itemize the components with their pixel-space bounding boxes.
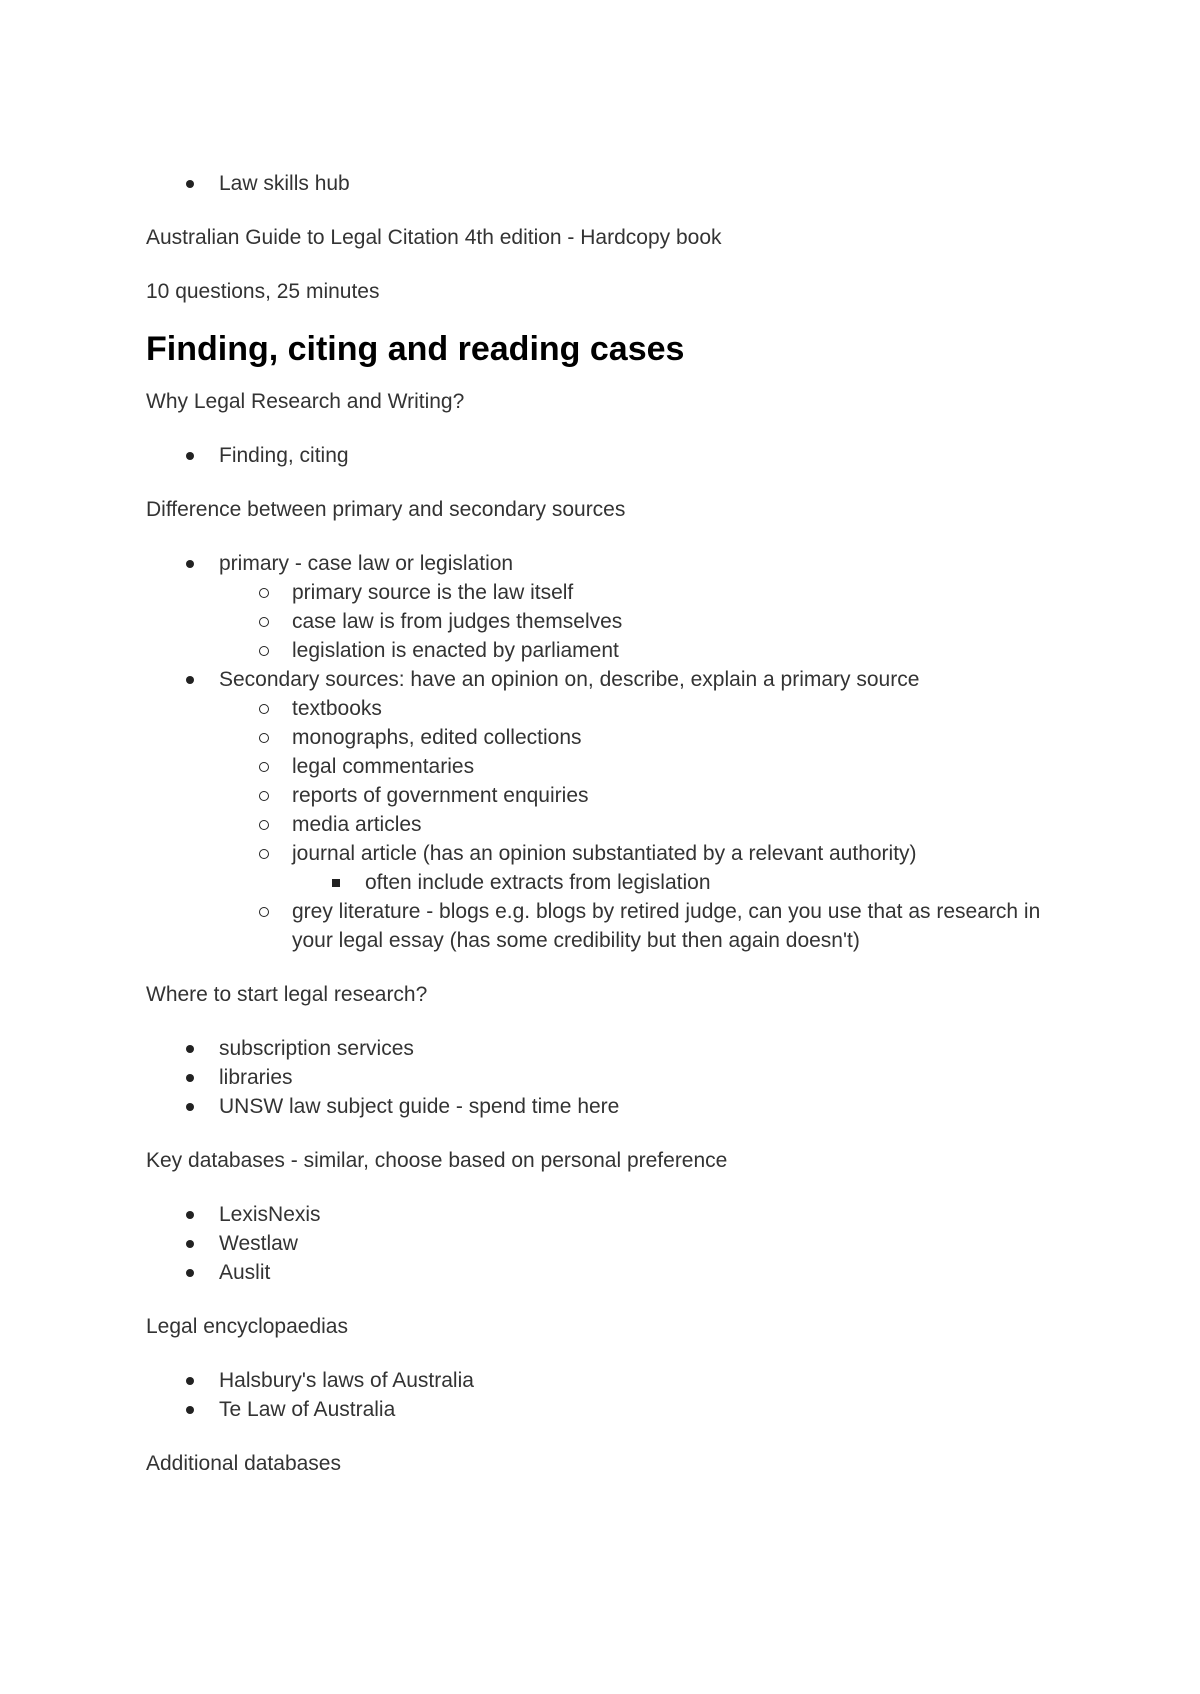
sub-sub-list [292, 868, 1046, 897]
list-item: Halsbury's laws of Australia [146, 1366, 1046, 1395]
list-item: monographs, edited collections [219, 723, 1046, 752]
list-item: primary - case law or legislation primary source is the law itself case law is from judges themselves legislation is enacted by parliament [146, 549, 1046, 665]
list-item: legal commentaries [219, 752, 1046, 781]
bullet-disc-icon [186, 441, 194, 470]
list-item: libraries [146, 1063, 1046, 1092]
paragraph: Australian Guide to Legal Citation 4th edition - Hardcopy book [146, 226, 722, 249]
bullet-circle-icon [259, 723, 269, 752]
bullet-list [146, 1366, 1046, 1424]
bullet-circle-icon [259, 607, 269, 636]
bullet-circle-icon [259, 781, 269, 810]
list-item: subscription services [146, 1034, 1046, 1063]
bullet-disc-icon [186, 1229, 194, 1258]
list-item: Westlaw [146, 1229, 1046, 1258]
paragraph: Legal encyclopaedias [146, 1315, 348, 1338]
paragraph: Difference between primary and secondary sources [146, 498, 626, 521]
list-item: LexisNexis [146, 1200, 1046, 1229]
bullet-circle-icon [259, 897, 269, 926]
list-item: legislation is enacted by parliament [219, 636, 1046, 665]
bullet-circle-icon [259, 694, 269, 723]
list-item: Auslit [146, 1258, 1046, 1287]
bullet-disc-icon [186, 1092, 194, 1121]
list-item: case law is from judges themselves [219, 607, 1046, 636]
bullet-list [146, 169, 1046, 198]
bullet-disc-icon [186, 1200, 194, 1229]
paragraph: Additional databases [146, 1452, 341, 1475]
paragraph: Key databases - similar, choose based on personal preference [146, 1149, 728, 1172]
bullet-list [146, 1034, 1046, 1121]
list-item: grey literature - blogs e.g. blogs by retired judge, can you use that as research in your legal essay (has some credibility but then again doesn't) [219, 897, 1046, 955]
list-item: Law skills hub [146, 169, 1046, 198]
bullet-disc-icon [186, 169, 194, 198]
list-item: primary source is the law itself [219, 578, 1046, 607]
list-item: journal article (has an opinion substantiated by a relevant authority) often include extracts from legislation [219, 839, 1046, 897]
sub-list [219, 578, 1046, 665]
paragraph: Where to start legal research? [146, 983, 428, 1006]
bullet-list [146, 441, 1046, 470]
sub-list [219, 694, 1046, 955]
list-item: reports of government enquiries [219, 781, 1046, 810]
bullet-disc-icon [186, 549, 194, 578]
list-item: often include extracts from legislation [292, 868, 1046, 897]
bullet-circle-icon [259, 752, 269, 781]
paragraph: 10 questions, 25 minutes [146, 280, 380, 303]
bullet-disc-icon [186, 1034, 194, 1063]
paragraph: Why Legal Research and Writing? [146, 390, 465, 413]
bullet-disc-icon [186, 1366, 194, 1395]
document-content [146, 169, 1046, 1478]
list-item: textbooks [219, 694, 1046, 723]
section-heading: Finding, citing and reading cases [146, 330, 685, 368]
list-item: Te Law of Australia [146, 1395, 1046, 1424]
bullet-disc-icon [186, 1258, 194, 1287]
bullet-disc-icon [186, 1395, 194, 1424]
bullet-list [146, 1200, 1046, 1287]
list-item: Secondary sources: have an opinion on, describe, explain a primary source textbooks monographs, edited collections legal commentaries reports of government enquiries media articles journal article (has an opinion substantiated by a relevant authority) often include extracts from legislation grey literature - blogs e.g. blogs by retired judge, can you use that as research in your legal essay (has some credibility but then again doesn't) [146, 665, 1046, 955]
list-item: UNSW law subject guide - spend time here [146, 1092, 1046, 1121]
bullet-circle-icon [259, 810, 269, 839]
bullet-circle-icon [259, 839, 269, 868]
bullet-circle-icon [259, 636, 269, 665]
list-item: Finding, citing [146, 441, 1046, 470]
bullet-disc-icon [186, 1063, 194, 1092]
list-item: media articles [219, 810, 1046, 839]
bullet-disc-icon [186, 665, 194, 694]
bullet-list [146, 549, 1046, 955]
bullet-square-icon [332, 868, 340, 897]
bullet-circle-icon [259, 578, 269, 607]
